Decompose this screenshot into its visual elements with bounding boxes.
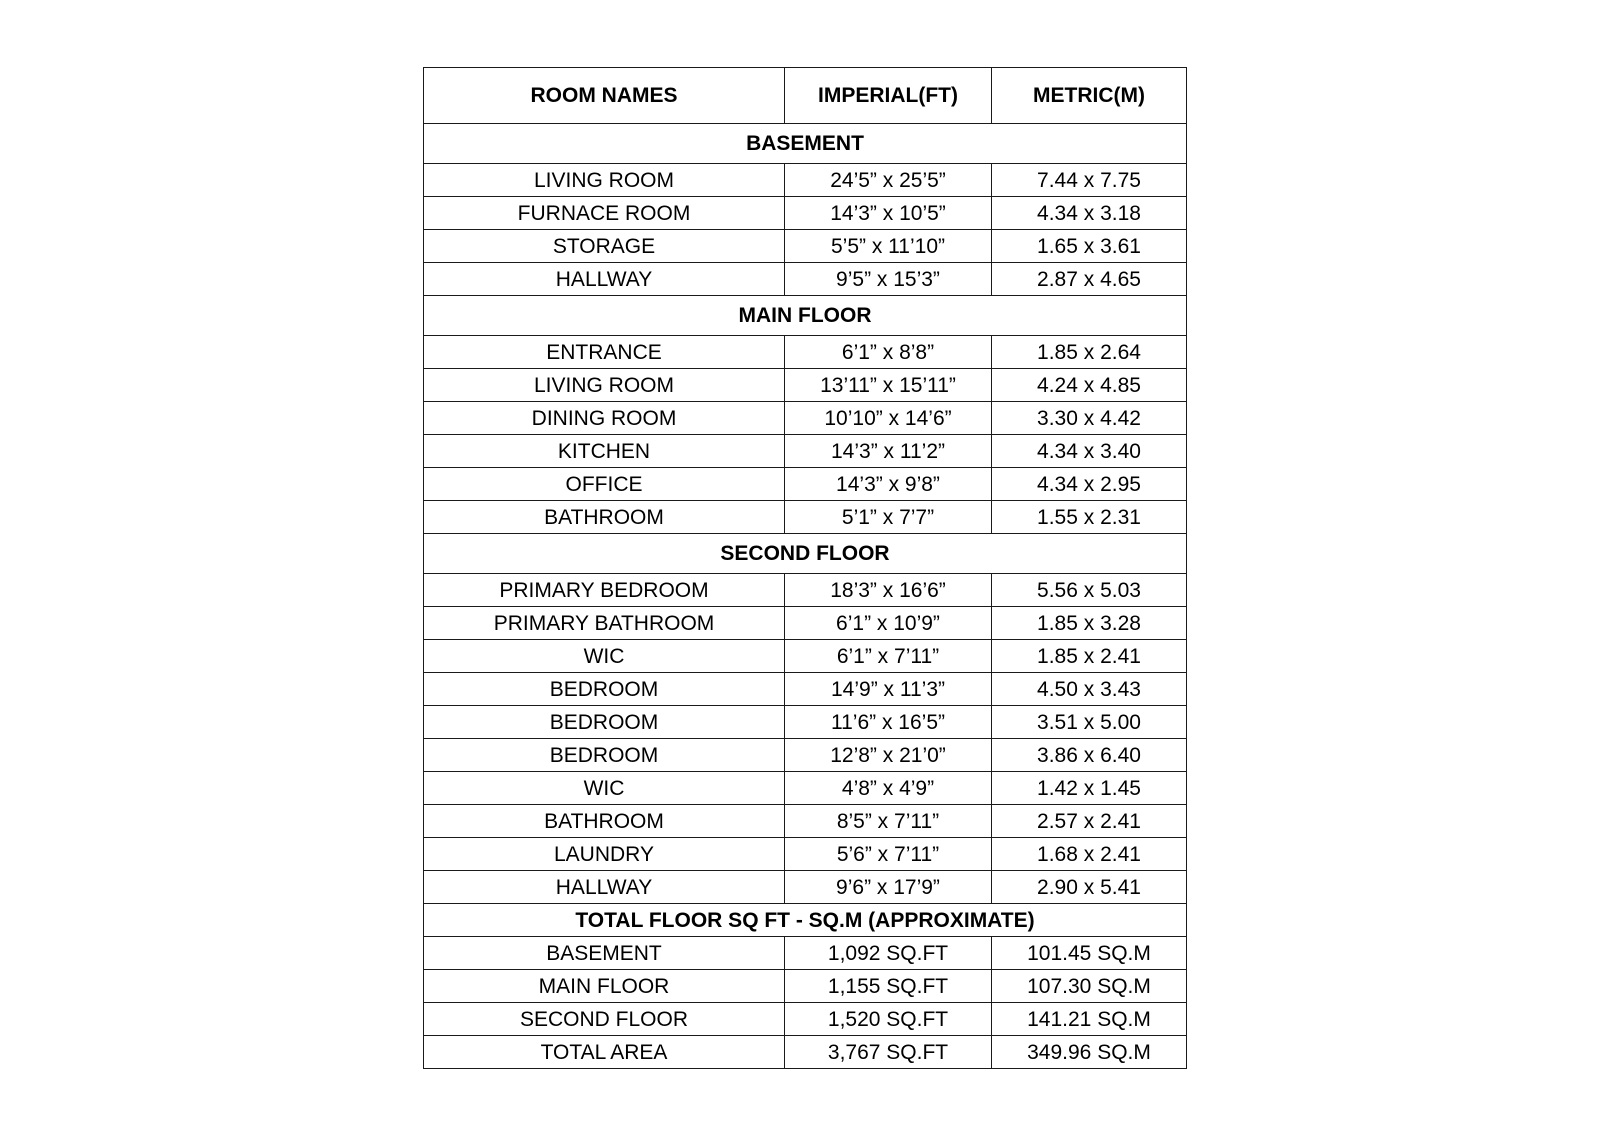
table-row bbox=[424, 164, 1187, 197]
imperial-cell: 24’5” x 25’5” bbox=[785, 164, 992, 197]
room-name-cell: DINING ROOM bbox=[424, 402, 785, 435]
section-header-title: BASEMENT bbox=[424, 124, 1187, 164]
table-row bbox=[424, 607, 1187, 640]
table-row bbox=[424, 435, 1187, 468]
metric-cell: 349.96 SQ.M bbox=[992, 1036, 1187, 1069]
section-header-title: MAIN FLOOR bbox=[424, 296, 1187, 336]
table-row bbox=[424, 230, 1187, 263]
table-row bbox=[424, 468, 1187, 501]
room-name-cell: HALLWAY bbox=[424, 263, 785, 296]
room-name-cell: LIVING ROOM bbox=[424, 369, 785, 402]
metric-cell: 4.34 x 3.18 bbox=[992, 197, 1187, 230]
metric-cell: 1.85 x 2.41 bbox=[992, 640, 1187, 673]
room-name-cell: SECOND FLOOR bbox=[424, 1003, 785, 1036]
imperial-cell: 11’6” x 16’5” bbox=[785, 706, 992, 739]
table-row bbox=[424, 739, 1187, 772]
table-row bbox=[424, 772, 1187, 805]
metric-cell: 3.30 x 4.42 bbox=[992, 402, 1187, 435]
metric-cell: 1.65 x 3.61 bbox=[992, 230, 1187, 263]
imperial-cell: 6’1” x 8’8” bbox=[785, 336, 992, 369]
imperial-cell: 8’5” x 7’11” bbox=[785, 805, 992, 838]
room-name-cell: WIC bbox=[424, 640, 785, 673]
imperial-cell: 14’3” x 10’5” bbox=[785, 197, 992, 230]
metric-cell: 4.24 x 4.85 bbox=[992, 369, 1187, 402]
table-row bbox=[424, 805, 1187, 838]
room-name-cell: BEDROOM bbox=[424, 673, 785, 706]
imperial-cell: 3,767 SQ.FT bbox=[785, 1036, 992, 1069]
metric-cell: 4.34 x 3.40 bbox=[992, 435, 1187, 468]
metric-cell: 4.34 x 2.95 bbox=[992, 468, 1187, 501]
room-name-cell: BEDROOM bbox=[424, 739, 785, 772]
room-name-cell: BEDROOM bbox=[424, 706, 785, 739]
metric-cell: 2.90 x 5.41 bbox=[992, 871, 1187, 904]
totals-header bbox=[424, 904, 1187, 937]
room-name-cell: TOTAL AREA bbox=[424, 1036, 785, 1069]
header-imperial: IMPERIAL(FT) bbox=[785, 68, 992, 124]
imperial-cell: 14’3” x 9’8” bbox=[785, 468, 992, 501]
imperial-cell: 14’3” x 11’2” bbox=[785, 435, 992, 468]
room-name-cell: LAUNDRY bbox=[424, 838, 785, 871]
totals-row bbox=[424, 1036, 1187, 1069]
imperial-cell: 5’5” x 11’10” bbox=[785, 230, 992, 263]
table-row bbox=[424, 402, 1187, 435]
room-name-cell: LIVING ROOM bbox=[424, 164, 785, 197]
header-metric: METRIC(M) bbox=[992, 68, 1187, 124]
imperial-cell: 1,155 SQ.FT bbox=[785, 970, 992, 1003]
imperial-cell: 1,092 SQ.FT bbox=[785, 937, 992, 970]
metric-cell: 4.50 x 3.43 bbox=[992, 673, 1187, 706]
table-row bbox=[424, 263, 1187, 296]
imperial-cell: 9’6” x 17’9” bbox=[785, 871, 992, 904]
imperial-cell: 9’5” x 15’3” bbox=[785, 263, 992, 296]
room-name-cell: BATHROOM bbox=[424, 501, 785, 534]
totals-row bbox=[424, 937, 1187, 970]
room-name-cell: ENTRANCE bbox=[424, 336, 785, 369]
metric-cell: 141.21 SQ.M bbox=[992, 1003, 1187, 1036]
metric-cell: 2.87 x 4.65 bbox=[992, 263, 1187, 296]
metric-cell: 5.56 x 5.03 bbox=[992, 574, 1187, 607]
room-name-cell: PRIMARY BEDROOM bbox=[424, 574, 785, 607]
room-name-cell: STORAGE bbox=[424, 230, 785, 263]
room-name-cell: WIC bbox=[424, 772, 785, 805]
metric-cell: 3.86 x 6.40 bbox=[992, 739, 1187, 772]
room-name-cell: OFFICE bbox=[424, 468, 785, 501]
imperial-cell: 5’1” x 7’7” bbox=[785, 501, 992, 534]
imperial-cell: 12’8” x 21’0” bbox=[785, 739, 992, 772]
metric-cell: 2.57 x 2.41 bbox=[992, 805, 1187, 838]
imperial-cell: 13’11” x 15’11” bbox=[785, 369, 992, 402]
table-row bbox=[424, 197, 1187, 230]
room-name-cell: KITCHEN bbox=[424, 435, 785, 468]
header-row bbox=[424, 68, 1187, 124]
table-row bbox=[424, 673, 1187, 706]
imperial-cell: 1,520 SQ.FT bbox=[785, 1003, 992, 1036]
metric-cell: 101.45 SQ.M bbox=[992, 937, 1187, 970]
metric-cell: 1.85 x 2.64 bbox=[992, 336, 1187, 369]
section-header bbox=[424, 534, 1187, 574]
metric-cell: 1.55 x 2.31 bbox=[992, 501, 1187, 534]
room-name-cell: PRIMARY BATHROOM bbox=[424, 607, 785, 640]
table-row bbox=[424, 640, 1187, 673]
room-name-cell: BATHROOM bbox=[424, 805, 785, 838]
section-header-title: SECOND FLOOR bbox=[424, 534, 1187, 574]
metric-cell: 107.30 SQ.M bbox=[992, 970, 1187, 1003]
totals-row bbox=[424, 970, 1187, 1003]
section-header bbox=[424, 296, 1187, 336]
header-room-names: ROOM NAMES bbox=[424, 68, 785, 124]
room-name-cell: HALLWAY bbox=[424, 871, 785, 904]
metric-cell: 3.51 x 5.00 bbox=[992, 706, 1187, 739]
metric-cell: 1.68 x 2.41 bbox=[992, 838, 1187, 871]
metric-cell: 1.42 x 1.45 bbox=[992, 772, 1187, 805]
table-row bbox=[424, 838, 1187, 871]
imperial-cell: 5’6” x 7’11” bbox=[785, 838, 992, 871]
imperial-cell: 6’1” x 7’11” bbox=[785, 640, 992, 673]
metric-cell: 7.44 x 7.75 bbox=[992, 164, 1187, 197]
imperial-cell: 4’8” x 4’9” bbox=[785, 772, 992, 805]
table-row bbox=[424, 336, 1187, 369]
imperial-cell: 6’1” x 10’9” bbox=[785, 607, 992, 640]
imperial-cell: 10’10” x 14’6” bbox=[785, 402, 992, 435]
section-header bbox=[424, 124, 1187, 164]
table-row bbox=[424, 871, 1187, 904]
totals-header-title: TOTAL FLOOR SQ FT - SQ.M (APPROXIMATE) bbox=[424, 904, 1187, 937]
totals-row bbox=[424, 1003, 1187, 1036]
room-dimensions-table bbox=[423, 67, 1187, 1069]
imperial-cell: 18’3” x 16’6” bbox=[785, 574, 992, 607]
metric-cell: 1.85 x 3.28 bbox=[992, 607, 1187, 640]
table-row bbox=[424, 501, 1187, 534]
room-name-cell: FURNACE ROOM bbox=[424, 197, 785, 230]
room-name-cell: BASEMENT bbox=[424, 937, 785, 970]
table-row bbox=[424, 706, 1187, 739]
table-row bbox=[424, 574, 1187, 607]
room-name-cell: MAIN FLOOR bbox=[424, 970, 785, 1003]
imperial-cell: 14’9” x 11’3” bbox=[785, 673, 992, 706]
table-row bbox=[424, 369, 1187, 402]
